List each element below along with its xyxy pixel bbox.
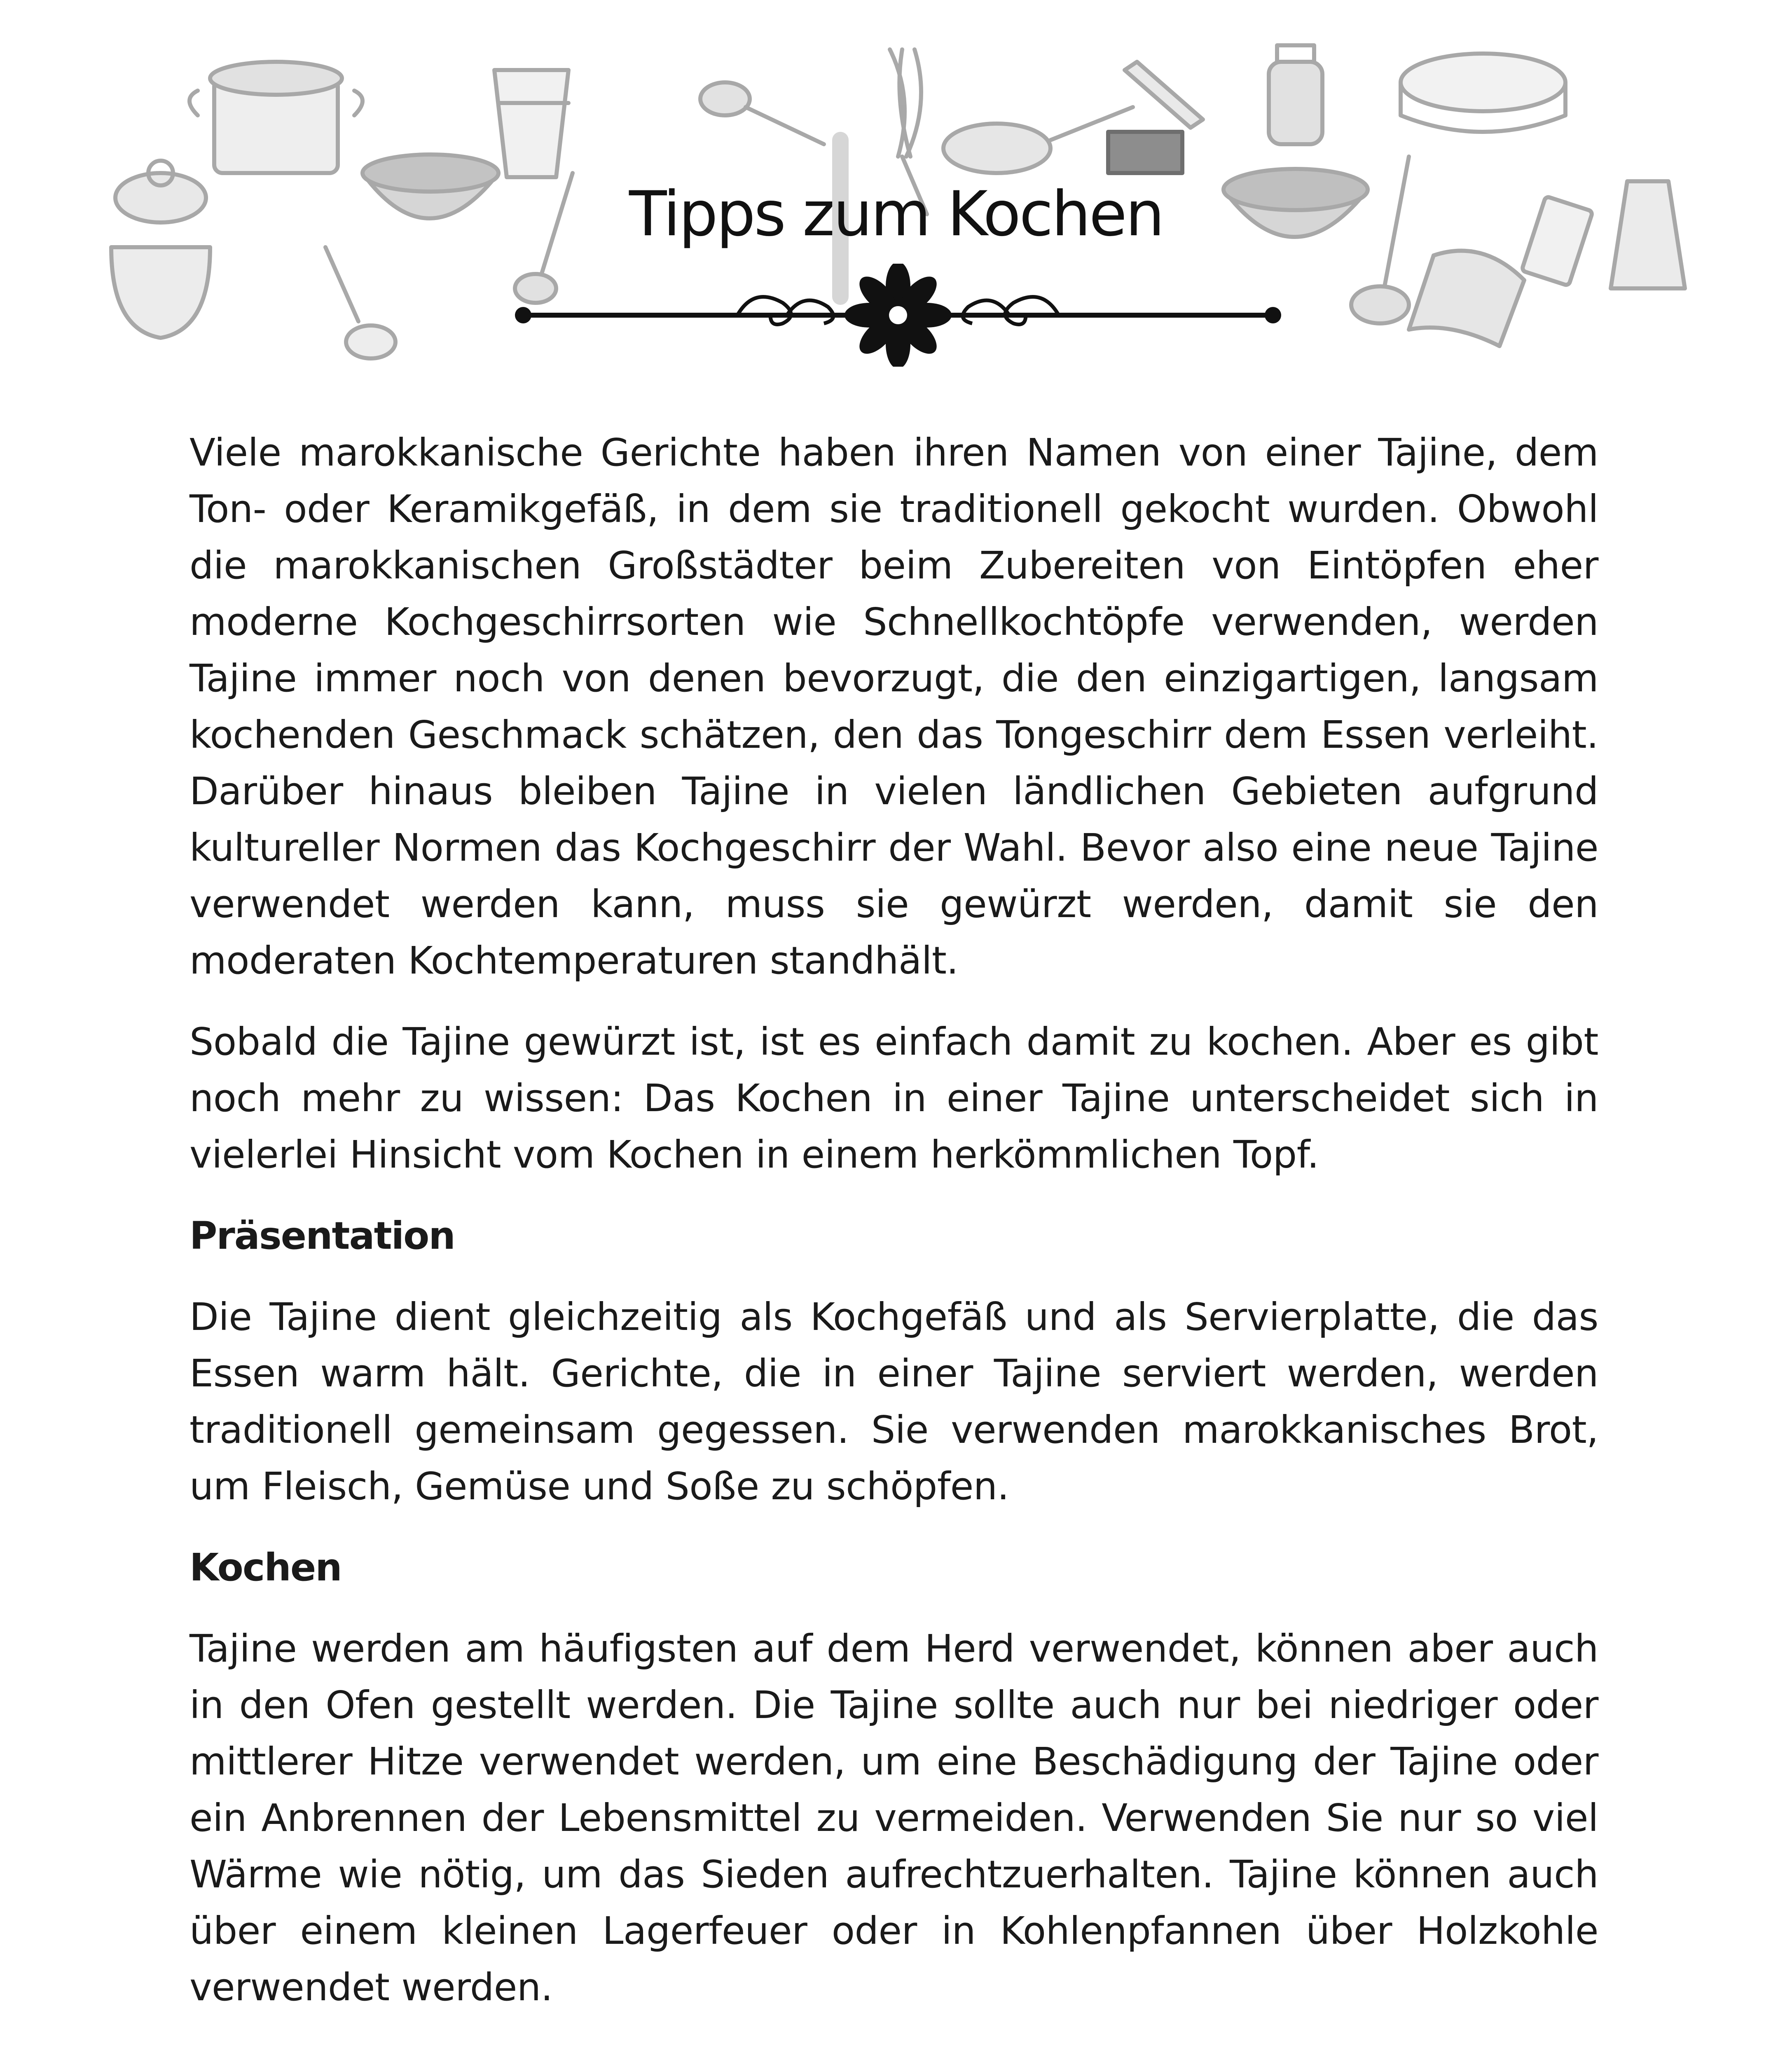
page-title: Tipps zum Kochen xyxy=(629,178,1163,250)
cutting-board-icon xyxy=(1108,132,1182,173)
section-heading-presentation: Präsentation xyxy=(189,1214,455,1258)
paragraph-presentation: Die Tajine dient gleichzeitig als Kochgefäß und als Servierplatte, die das Essen warm hält. Gerichte, die in einer Tajine serviert werden, werden traditionell gemeinsam gegessen. Sie verwenden marokkanisches Brot, um Fleisch, Gemüse und Soße zu schöpfen. xyxy=(189,1295,1598,1508)
towel-icon xyxy=(1409,251,1524,346)
cake-pan-icon xyxy=(1401,54,1565,132)
jar-icon xyxy=(1269,45,1322,144)
paragraph-cooking-ease: Sobald die Tajine gewürzt ist, ist es einfach damit zu kochen. Aber es gibt noch mehr zu wissen: Das Kochen in einer Tajine unterscheidet sich in vielerlei Hinsicht vom Kochen in einem herkömmlichen Topf. xyxy=(189,1020,1598,1177)
skimmer-icon xyxy=(325,247,395,358)
section-heading-cooking: Kochen xyxy=(189,1545,342,1589)
paragraph-intro: Viele marokkanische Gerichte haben ihren Namen von einer Tajine, dem Ton- oder Keramikgefäß, in dem sie traditionell gekocht wurden. Obwohl die marokkanischen Großstädter beim Zubereiten von Eintöpfen eher moderne Kochgeschirrsorten wie Schnellkochtöpfe verwenden, werden Tajine immer noch von denen bevorzugt, die den einzigartigen, langsam kochenden Geschmack schätzen, den das Tongeschirr dem Essen verleiht. Darüber hinaus bleiben Tajine in vielen ländlichen Gebieten aufgrund kultureller Normen das Kochgeschirr der Wahl. Bevor also eine neue Tajine verwendet werden kann, muss sie gewürzt werden, damit sie den moderaten Kochtemperaturen standhält. xyxy=(189,431,1598,983)
article-body xyxy=(189,424,1598,2040)
paragraph-cooking: Tajine werden am häufigsten auf dem Herd verwendet, können aber auch in den Ofen gestellt werden. Die Tajine sollte auch nur bei niedriger oder mittlerer Hitze verwendet werden, um eine Beschädigung der Tajine oder ein Anbrennen der Lebensmittel zu vermeiden. Verwenden Sie nur so viel Wärme wie nötig, um das Sieden aufrechtzuerhalten. Tajine können auch über einem kleinen Lagerfeuer oder in Kohlenpfannen über Holzkohle verwendet werden. xyxy=(189,1627,1598,2009)
knife-icon xyxy=(1125,62,1203,128)
spoon-icon xyxy=(700,82,824,144)
flower-divider-icon xyxy=(515,264,1281,367)
glass-icon xyxy=(494,70,568,177)
pot-icon xyxy=(189,62,363,173)
pan-icon xyxy=(943,107,1133,173)
